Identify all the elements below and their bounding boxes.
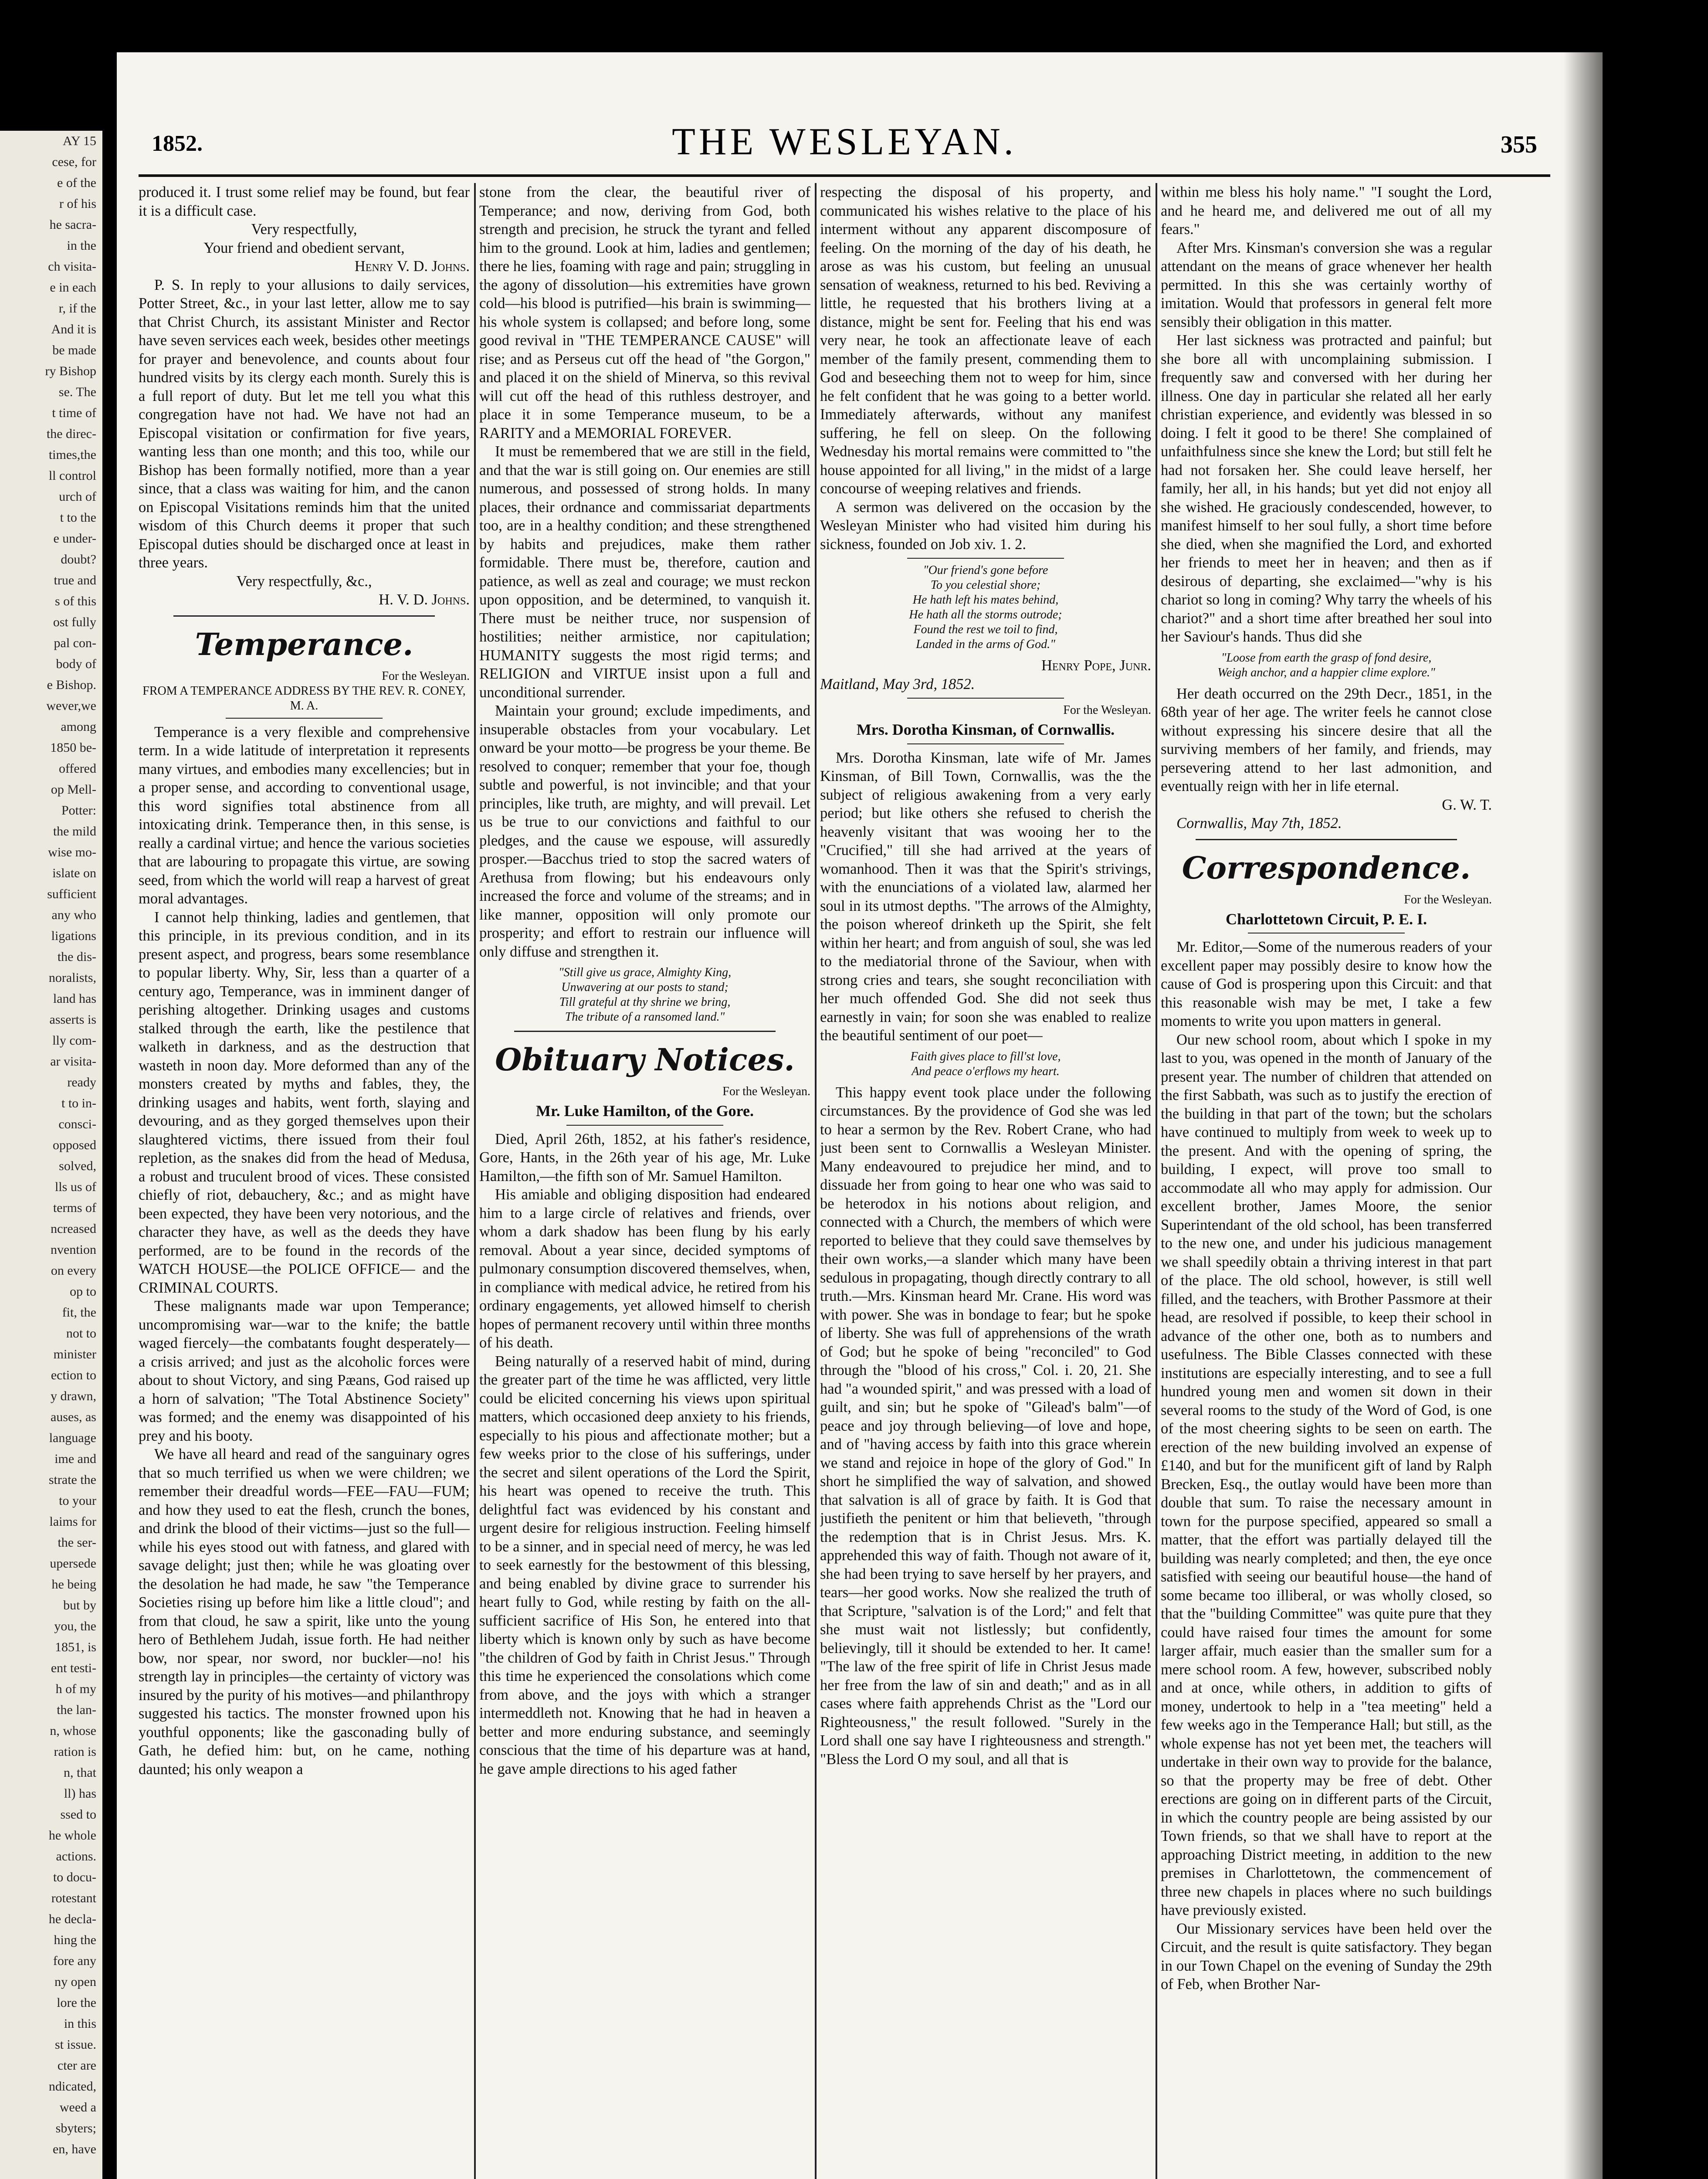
margin-fragment: ll) has: [64, 1786, 96, 1801]
margin-fragment: language: [49, 1431, 96, 1445]
letter-signature: H. V. D. Johns.: [379, 591, 470, 608]
columns: [139, 183, 1550, 2179]
section-rule: [907, 558, 1064, 559]
margin-fragment: t time of: [52, 406, 96, 420]
section-rule: [514, 1031, 776, 1032]
margin-fragment: noralists,: [48, 971, 96, 985]
section-heading-temperance: Temperance.: [195, 626, 413, 662]
article-paragraph: After Mrs. Kinsman's conversion she was a regular attendant on the means of grace whenever her health permitted. In this she was certainly worthy of imitation. Would that professors in general felt more sensibly their obligation in this matter.: [1161, 239, 1492, 330]
article-byline: FROM A TEMPERANCE ADDRESS BY THE REV. R. CONEY, M. A.: [142, 684, 466, 713]
margin-fragment: the direc-: [46, 427, 96, 441]
article-paragraph: Being naturally of a reserved habit of mind, during the greater part of the time he was afflicted, very little could be elicited concerning his views upon spiritual matters, which occasioned deep anxiety to his friends, especially to his pious and affectionate mother; but a few weeks prior to the close of his sufferings, under the secret and silent operations of the Lord the Spirit, his heart was opened to receive the truth. This delightful fact was evidenced by his constant and urgent desire for religious instruction. Feeling himself to be a sinner, and in special need of mercy, he was led to seek earnestly for the bestowment of this blessing, and being enabled by divine grace to surrender his heart fully to God, while resting by faith on the all-sufficient sacrifice of His Son, he entered into that liberty which is known only by such as have become "the children of God by faith in Christ Jesus." Through this time he experienced the consolations which come from above, and the joys with which a stranger intermeddleth not. Knowing that he had in heaven a better and more enduring substance, and seemingly conscious that the time of his departure was at hand, he gave ample directions to his aged father: [479, 1353, 810, 1777]
article-paragraph: Mr. Editor,—Some of the numerous readers of your excellent paper may possibly desire to know how the cause of God is prospering upon this Circuit: and that this reasonable wish may be met, I take a few moments to write you upon matters in general.: [1161, 939, 1492, 1029]
margin-fragment: minister: [53, 1347, 96, 1361]
margin-fragment: in this: [64, 2016, 96, 2031]
margin-fragment: pal con-: [54, 636, 96, 650]
margin-fragment: body of: [56, 657, 96, 671]
margin-fragment: be made: [52, 343, 96, 357]
margin-fragment: terms of: [53, 1201, 96, 1215]
verse-line: Found the rest we toil to find,: [913, 623, 1058, 636]
letter-closing: Very respectfully,: [251, 221, 357, 238]
article-paragraph: respecting the disposal of his property, and communicated his wishes relative to the place of his interment without any apparent discomposure of feeling. On the morning of the day of his death, he arose as was his custom, but feeling an unusual sensation of weakness, returned to his bed. Reviving a little, he requested that his brothers living at a distance, might be sent for. Feeling that his end was very near, he took an affectionate leave of each member of the family present, commending them to God and beseeching them not to weep for him, since he felt confident that he was going to a better world. Immediately afterwards, without any manifest suffering, he fell on sleep. On the following Wednesday his mortal remains were committed to "the house appointed for all living," in the midst of a large concourse of weeping relatives and friends.: [820, 184, 1151, 497]
margin-fragment: op Mell-: [51, 782, 96, 797]
masthead: [139, 118, 1550, 170]
section-rule: [907, 743, 1064, 744]
binding-shadow: [1563, 52, 1603, 2179]
margin-fragment: AY 15: [63, 134, 96, 148]
article-paragraph: Our Missionary services have been held over the Circuit, and the result is quite satisfactory. They began in our Town Chapel on the evening of Sunday the 29th of Feb, when Brother Nar-: [1161, 1920, 1492, 1992]
margin-fragment: lore the: [57, 1996, 96, 2010]
section-rule: [1196, 839, 1457, 840]
margin-fragment: consci-: [58, 1117, 96, 1131]
margin-fragment: h of my: [55, 1682, 96, 1696]
newspaper-page: [117, 52, 1603, 2179]
margin-fragment: the ser-: [58, 1535, 96, 1550]
margin-fragment: you, the: [54, 1619, 96, 1633]
margin-fragment: st issue.: [54, 2037, 96, 2052]
article-signature: Henry Pope, Junr.: [1041, 657, 1151, 674]
newspaper-title: THE WESLEYAN.: [672, 121, 1017, 163]
issue-year: 1852.: [152, 131, 203, 156]
margin-fragment: auses, as: [51, 1410, 96, 1424]
verse-line: "Loose from earth the grasp of fond desire,: [1221, 651, 1432, 665]
margin-fragment: the mild: [53, 824, 96, 838]
margin-fragment: upersede: [50, 1556, 96, 1571]
article-paragraph: Died, April 26th, 1852, at his father's residence, Gore, Hants, in the 26th year of his age, Mr. Luke Hamilton,—the fifth son of Mr. Samuel Hamilton.: [479, 1130, 810, 1185]
page-number: 355: [1501, 131, 1537, 158]
margin-fragment: ch visita-: [48, 259, 96, 274]
correspondence-title: Charlottetown Circuit, P. E. I.: [1226, 910, 1427, 928]
margin-fragment: offered: [58, 761, 96, 776]
margin-fragment: ncreased: [51, 1222, 96, 1236]
margin-fragment: islate on: [52, 866, 96, 880]
section-rule: [173, 615, 435, 617]
article-paragraph: Mrs. Dorotha Kinsman, late wife of Mr. James Kinsman, of Bill Town, Cornwallis, was the the subject of religious awakening from a very early period; but like others she refused to cherish the heavenly visitant that was wooing her to the "Crucified," till she had arrived at the years of womanhood. Then it was that the Spirit's strivings, with the enunciations of a violated law, alarmed her soul in its utmost depths. "The arrows of the Almighty, the poison whereof drinketh up the Spirit, she felt within her heart; and from anguish of soul, she was led to the mediatorial throne of the Saviour, when with strong cries and tears, she sought reconciliation with her much offended God. She did not seek thus earnestly in vain; for soon she was enabled to realize the beautiful sentiment of our poet—: [820, 749, 1151, 1044]
article-paragraph: Maintain your ground; exclude impediments, and insuperable obstacles from your vocabulary. Let onward be your motto—be progress be your theme. Be resolved to conquer; remember that your foe, though subtle and powerful, is not invincible; and that your principles, like truth, are mighty, and will prevail. Let us be true to our convictions and faithful to our pledges, and the cause we espouse, will assuredly prosper.—Bacchus tried to stop the sacred waters of Arethusa from flowing; but his endeavours only increased the force and volume of the streams; and in like manner, opposition will only promote our prosperity; and effort to restrain our influence will only diffuse and strengthen it.: [479, 703, 810, 960]
margin-fragment: ssed to: [60, 1807, 96, 1822]
article-paragraph: A sermon was delivered on the occasion by the Wesleyan Minister who had visited him during his sickness, founded on Job xiv. 1. 2.: [820, 499, 1151, 553]
margin-fragment: ar visita-: [50, 1054, 96, 1069]
margin-fragment: n, that: [64, 1765, 96, 1780]
margin-fragment: not to: [66, 1326, 96, 1341]
verse-line: He hath all the storms outrode;: [909, 608, 1062, 621]
left-margin-adjacent-page: [0, 131, 102, 2179]
verse-line: And peace o'erflows my heart.: [912, 1064, 1060, 1078]
margin-fragment: to your: [59, 1493, 96, 1508]
article-paragraph: Her last sickness was protracted and painful; but she bore all with uncomplaining submission. I frequently saw and conversed with her during her illness. One day in particular she related all her early christian experience, and evidently was blessed in so doing. I felt it good to be there! She complained of unfaithfulness since she knew the Lord; but still felt he had not forsaken her. She could leave herself, her family, her all, in his hands; but yet did not enjoy all she wished. He graciously condescended, however, to manifest himself to her soul fully, a short time before she died, when she magnified the Lord, and exhorted her friends to meet her in heaven; and then as if desirous of departing, she exclaimed—"why is his chariot so long in coming? Why tarry the wheels of his chariot?" and a short time after breathed her soul into her Saviour's hands. Thus did she: [1161, 332, 1492, 645]
verse: [820, 563, 1151, 652]
dateline: Maitland, May 3rd, 1852.: [820, 675, 975, 692]
verse-line: "Still give us grace, Almighty King,: [558, 966, 732, 979]
verse: [820, 1049, 1151, 1079]
margin-fragment: ry Bishop: [45, 364, 96, 378]
masthead-rule: [139, 174, 1550, 177]
margin-fragment: e in each: [50, 280, 96, 295]
article-paragraph: We have all heard and read of the sanguinary ogres that so much terrified us when we were children; we remember their dreadful words—FEE—FAU—FUM; and how they used to eat the flesh, crunch the bones, and drink the blood of their victims—just so the full—while his eyes stood out with fatness, and glared with savage delight; just then; while he was gloating over the desolation he had made, he saw "the Temperance Societies rising up before him like a little cloud"; and from that cloud, he saw a spirit, like unto the young hero of Bethlehem Judah, issue forth. He had neither bow, nor spear, nor sword, nor buckler—no! his strength lay in principles—the certainty of victory was insured by the purity of his motives—and philanthropy suggested his tactics. The monster frowned upon his youthful opponents; like the gasconading bully of Gath, he defied him: but, on he came, nothing daunted; his only weapon a: [139, 1446, 470, 1778]
verse-line: Faith gives place to fill'st love,: [910, 1049, 1061, 1063]
article-paragraph: His amiable and obliging disposition had endeared him to a large circle of relatives and friends, over whom a dark shadow has been flung by his early removal. About a year since, decided symptoms of pulmonary consumption discovered themselves, when, in compliance with medical advice, he retired from his ordinary engagements, yet allowed himself to cherish hopes of permanent recovery until within three months of his death.: [479, 1186, 810, 1351]
margin-fragment: t to in-: [61, 1096, 96, 1110]
margin-fragment: op to: [70, 1284, 96, 1299]
margin-fragment: Potter:: [61, 803, 96, 818]
for-the-wesleyan-credit: For the Wesleyan.: [1063, 703, 1151, 717]
section-rule: [226, 718, 383, 719]
margin-fragment: wise mo-: [48, 845, 96, 859]
obituary-title: Mrs. Dorotha Kinsman, of Cornwallis.: [856, 721, 1115, 738]
margin-fragment: opposed: [53, 1138, 96, 1152]
margin-fragment: fit, the: [62, 1305, 96, 1320]
margin-fragment: ligations: [51, 929, 96, 943]
margin-fragment: t to the: [60, 510, 96, 525]
for-the-wesleyan-credit: For the Wesleyan.: [722, 1085, 810, 1098]
margin-fragment: ection to: [51, 1368, 96, 1382]
margin-fragment: ndicated,: [48, 2079, 96, 2094]
margin-fragment: but by: [63, 1598, 96, 1612]
article-paragraph: These malignants made war upon Temperance; uncompromising war—war to the knife; the battle waged fiercely—the combatants fought desperately—a crisis arrived; and just as the alcoholic forces were about to shout Victory, and sing Pæans, God raised up a horn of salvation; "The Total Abstinence Society" was formed; and the enemy was disappointed of his prey and his booty.: [139, 1298, 470, 1444]
section-heading-correspondence: Correspondence.: [1182, 849, 1471, 886]
margin-fragment: he sacra-: [49, 217, 96, 232]
letter-closing: Very respectfully, &c.,: [236, 573, 372, 590]
margin-fragment: the dis-: [57, 950, 96, 964]
for-the-wesleyan-credit: For the Wesleyan.: [1404, 893, 1492, 906]
verse-line: "Our friend's gone before: [923, 563, 1048, 577]
margin-fragment: And it is: [51, 322, 96, 336]
margin-fragment: in the: [67, 238, 96, 253]
verse-line: Weigh anchor, and a happier clime explore.": [1217, 665, 1435, 679]
verse-line: He hath left his mates behind,: [912, 593, 1059, 607]
margin-fragment: se. The: [58, 385, 96, 399]
column-1: [139, 183, 470, 2179]
column-divider: [1156, 183, 1157, 2179]
margin-fragment: laims for: [49, 1514, 96, 1529]
margin-fragment: times,the: [48, 448, 96, 462]
postscript: P. S. In reply to your allusions to daily services, Potter Street, &c., in your last letter, allow me to say that Christ Church, its assistant Minister and Rector have seven services each week, besides other meetings for prayer and benevolence, and counts about four hundred visits by its clergy each month. Surely this is a full report of duty. But let me tell you what this congregation have not had. We have not had an Episcopal visitation or confirmation for five years, wanting less than one month; and this too, while our Bishop has been formally notified, more than a year since, that a class was waiting for him, and the canon on Episcopal Visitations reminds him that the united wisdom of this Church deems it proper that such Episcopal duties should be discharged once at least in three years.: [139, 276, 470, 571]
column-divider: [815, 183, 817, 2179]
margin-fragment: to docu-: [53, 1870, 96, 1884]
margin-fragment: wever,we: [46, 699, 96, 713]
margin-fragment: ny open: [54, 1975, 96, 1989]
margin-fragment: he whole: [48, 1828, 96, 1843]
section-rule: [566, 1125, 723, 1126]
verse-line: The tribute of a ransomed land.": [565, 1010, 725, 1024]
article-paragraph: Our new school room, about which I spoke in my last to you, was opened in the month of January of the present year. The number of children that attended on the first Sabbath, was such as to justify the erection of the building in that part of the town; but the scholars have continued to multiply from week to week up to the present. And with the opening of spring, the building, I expect, will prove too small to accommodate all who may apply for admission. Our excellent brother, James Moore, the senior Superintendant of the old school, has been transferred to the new one, and under his judicious management we shall speedily obtain a thriving interest in that part of the place. The old school, however, is still well filled, and the teachers, with Brother Passmore at their head, are resolved if possible, to keep their school in advance of the other one, both as to numbers and usefulness. The Bible Classes connected with these institutions are especially interesting, and to see a full hundred young men and women sit down in their several rooms to the study of the Word of God, is one of the most cheering sights to be seen on earth. The erection of the new building involved an expense of £140, and but for the munificent gift of land by Ralph Brecken, Esq., the outlay would have been more than double that sum. To raise the necessary amount in town for the purpose specified, appeared so small a matter, that the effort was partially delayed till the building was nearly completed; and then, the eye once satisfied with seeing our beautiful house—the hand of some became too illiberal, or was wholly closed, so that the "building Committee" was quite pure that they could have raised four times the amount for some larger affair, much easier than the smaller sum for a mere school room. A few, however, subscribed nobly and at once, while others, in addition to gifts of money, undertook to help in a "tea meeting" held a few weeks ago in the Temperance Hall; but still, as the whole expense has not yet been met, the teachers will undertake in their own way to provide for the balance, so that the property may be free of debt. Other erections are going on in different parts of the Circuit, in which the country people are being assisted by our Town friends, so that we shall have to report at the approaching District meeting, in addition to the new premises in Charlottetown, the commencement of three new chapels in places where no such buildings have previously existed.: [1161, 1031, 1492, 1918]
margin-fragment: lly com-: [52, 1033, 96, 1048]
margin-fragment: doubt?: [61, 552, 96, 567]
margin-fragment: ration is: [54, 1745, 96, 1759]
margin-fragment: ost fully: [53, 615, 96, 629]
margin-fragment: ime and: [54, 1452, 96, 1466]
for-the-wesleyan-credit: For the Wesleyan.: [382, 669, 470, 683]
margin-fragment: r of his: [59, 197, 96, 211]
margin-fragment: e under-: [53, 531, 96, 546]
margin-fragment: 1851, is: [54, 1640, 96, 1654]
margin-fragment: on every: [51, 1263, 96, 1278]
margin-fragment: e of the: [57, 176, 96, 190]
margin-fragment: he being: [51, 1577, 96, 1592]
verse: [1161, 651, 1492, 680]
article-paragraph: within me bless his holy name." "I sought the Lord, and he heard me, and delivered me out of all my fears.": [1161, 184, 1492, 238]
column-3: [820, 183, 1151, 2179]
article-signature: G. W. T.: [1442, 796, 1492, 813]
margin-fragment: fore any: [53, 1954, 96, 1968]
article-paragraph: I cannot help thinking, ladies and gentlemen, that this principle, in its previous condition, and in its present aspect, and progress, bears some resemblance to popular liberty. Why, Sir, less than a quarter of a century ago, Temperance, was in imminent danger of perishing altogether. Drinking usages and customs stalked through the earth, like the pestilence that walketh in darkness, and as the destruction that wasteth in noon day. More deformed than any of the monsters created by myths and fables, they, the drinking usages and habits, went forth, slaying and devouring, and as they gorged themselves upon their slaughtered victims, there issued from their foul repletion, as the snakes did from the head of Medusa, a robust and truculent brood of vices. These consisted chiefly of riot, debauchery, &c.; and as might have been expected, they have been very notorious, and the character they have, as well as the deeds they have performed, are to be found in the records of the WATCH HOUSE—the POLICE OFFICE— and the CRIMINAL COURTS.: [139, 909, 470, 1296]
margin-fragment: sufficient: [47, 887, 96, 901]
column-4: [1161, 183, 1492, 2179]
margin-fragment: sbyters;: [55, 2121, 96, 2135]
margin-fragment: y drawn,: [51, 1389, 96, 1403]
verse-line: Landed in the arms of God.": [916, 638, 1055, 651]
letter-ending: produced it. I trust some relief may be found, but fear it is a difficult case.: [139, 184, 470, 219]
margin-fragment: strate the: [48, 1473, 96, 1487]
letter-closing: Your friend and obedient servant,: [203, 239, 405, 256]
margin-fragment: nvention: [51, 1242, 96, 1257]
margin-fragment: true and: [54, 573, 96, 587]
margin-fragment: r, if the: [58, 301, 96, 316]
margin-fragment: en, have: [53, 2142, 96, 2156]
margin-fragment: he decla-: [48, 1912, 96, 1926]
margin-fragment: land has: [53, 991, 96, 1006]
margin-fragment: urch of: [59, 489, 96, 504]
margin-fragment: ready: [67, 1075, 96, 1090]
margin-fragment: cese, for: [52, 155, 96, 169]
section-heading-obituary: Obituary Notices.: [495, 1042, 795, 1078]
margin-fragment: ent testi-: [51, 1661, 96, 1675]
obituary-title: Mr. Luke Hamilton, of the Gore.: [536, 1102, 754, 1120]
margin-fragment: rotestant: [51, 1891, 96, 1905]
margin-fragment: the lan-: [57, 1703, 96, 1717]
margin-fragment: hing the: [54, 1933, 96, 1947]
margin-fragment: s of this: [54, 594, 96, 608]
letter-signature: Henry V. D. Johns.: [354, 258, 470, 275]
margin-fragment: ll control: [48, 468, 96, 483]
margin-fragment: e Bishop.: [47, 678, 96, 692]
margin-fragment: among: [61, 720, 96, 734]
article-paragraph: It must be remembered that we are still in the field, and that the war is still going on. Our enemies are still numerous, and possessed of strong holds. In many places, their ordnance and commissariat departments too, are in a healthy condition; and these strengthened by habits and prejudices, make them rather formidable. There must be, therefore, caution and patience, as well as zeal and courage; we must reckon upon opposition, and be determined, to vanquish it. There must be neither truce, nor suspension of hostilities; neither armistice, nor capitulation; HUMANITY suggests the most rigid terms; and RELIGION and VIRTUE insist upon a full and unconditional surrender.: [479, 443, 810, 701]
column-2: [479, 183, 810, 2179]
article-paragraph: Temperance is a very flexible and comprehensive term. In a wide latitude of interpretation it represents many virtues, and embodies many excellencies; but in a proper sense, and according to conventional usage, this word signifies total abstinence from all intoxicating drink. Temperance then, in this sense, is really a cardinal virtue; and hence the various societies that are labouring to propagate this virtue, are sowing seed, from which the world will reap a harvest of great moral advantages.: [139, 723, 470, 907]
verse-line: To you celestial shore;: [930, 578, 1041, 592]
margin-fragment: cter are: [57, 2058, 96, 2073]
verse-line: Unwavering at our posts to stand;: [561, 981, 729, 994]
margin-fragment: 1850 be-: [50, 740, 96, 755]
verse: [479, 965, 810, 1025]
margin-fragment: any who: [51, 908, 96, 922]
article-paragraph: This happy event took place under the following circumstances. By the providence of God she was led to hear a sermon by the Rev. Robert Crane, who had just been sent to Cornwallis a Wesleyan Minister. Many endeavoured to prejudice her mind, and to dissuade her from going to hear one who was said to be heterodox in his notions about religion, and connected with a Church, the members of which were reported to believe that they could save themselves by their own works,—a slander which many have been sedulous in propagating, though directly contrary to all truth.—Mrs. Kinsman heard Mr. Crane. His word was with power. She was in bondage to fear; but he spoke of liberty. She was full of apprehensions of the wrath of God; but he spoke of being "reconciled" to God through the "blood of his cross," Col. i. 20, 21. She had "a wounded spirit," and was pressed with a load of guilt, and sin; but he spoke of "Gilead's balm"—of peace and joy through believing—of love and hope, and of "having access by faith into this grace wherein we stand and rejoice in hope of the glory of God." In short he simplified the way of salvation, and showed that salvation is all of grace by faith. It is God that justifieth the penitent or him that believeth, "through the redemption that is in Christ Jesus. Mrs. K. apprehended this way of faith. Though not aware of it, she had been trying to save herself by her prayers, and tears—her good works. Now she realized the truth of that Scripture, "salvation is of the Lord;" and felt that she must wait not listlessly; but confidently, believingly, till it should be extended to her. It came! "The law of the free spirit of life in Christ Jesus made her free from the law of sin and death;" and as in all cases where faith apprehends Christ as the "Lord our Righteousness," the result followed. "Surely in the Lord shall one say have I righteousness and strength." "Bless the Lord O my soul, and all that is: [820, 1084, 1151, 1768]
article-paragraph: Her death occurred on the 29th Decr., 1851, in the 68th year of her age. The writer feels he cannot close without expressing his sincere desire that all the surviving members of her family, and friends, may persevering attend to her last admonition, and eventually reign with her in life eternal.: [1161, 685, 1492, 794]
section-rule: [907, 698, 1064, 699]
column-divider: [474, 183, 476, 2179]
article-paragraph: stone from the clear, the beautiful river of Temperance; and now, deriving from God, both strength and precision, he struck the tyrant and felled him to the ground. Look at him, ladies and gentlemen; there he lies, foaming with rage and pain; struggling in the agony of dissolution—his extremities have grown cold—his blood is putrified—his brain is swimming—his whole system is collapsed; and before long, some good revival in "THE TEMPERANCE CAUSE" will rise; and as Perseus cut off the head of "the Gorgon," and placed it on the shield of Minerva, so this revival will cut off the head of this ruthless destroyer, and place it in some Temperance museum, to be a RARITY and a MEMORIAL FOREVER.: [479, 184, 810, 441]
margin-fragment: solved,: [59, 1159, 96, 1173]
margin-fragment: n, whose: [50, 1724, 96, 1738]
margin-fragment: weed a: [59, 2100, 96, 2115]
verse-line: Till grateful at thy shrine we bring,: [559, 995, 731, 1009]
margin-fragment: asserts is: [49, 1012, 96, 1027]
dateline: Cornwallis, May 7th, 1852.: [1176, 815, 1342, 832]
margin-fragment: lls us of: [54, 1180, 96, 1194]
margin-fragment: actions.: [56, 1849, 96, 1863]
